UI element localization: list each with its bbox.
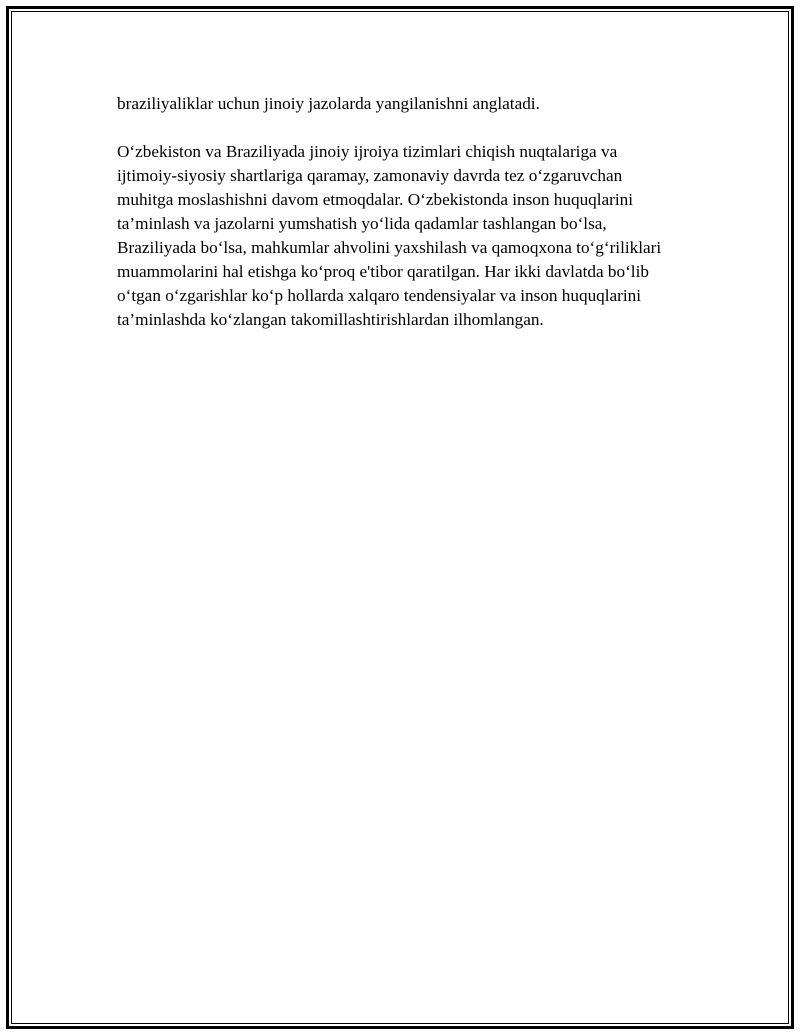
paragraph-continuation: braziliyaliklar uchun jinoiy jazolarda yangilanishni anglatadi. — [117, 94, 540, 113]
paragraph-comparison: O‘zbekiston va Braziliyada jinoiy ijroiya tizimlari chiqish nuqtalariga va ijtimoiy-siyosiy shartlariga qaramay, zamonaviy davrda tez o‘zgaruvchan muhitga moslashishni davom etmoqdalar. O‘zbekistonda inson huquqlarini ta’minlash va jazolarni yumshatish yo‘lida qadamlar tashlangan bo‘lsa, Braziliyada bo‘lsa, mahkumlar ahvolini yaxshilash va qamoqxona to‘g‘riliklari muammolarini hal etishga ko‘proq e'tibor qaratilgan. Har ikki davlatda bo‘lib o‘tgan o‘zgarishlar ko‘p hollarda xalqaro tendensiyalar va inson huquqlarini ta’minlashda ko‘zlangan takomillashtirishlardan ilhomlangan. — [117, 142, 662, 329]
document-body — [117, 92, 677, 332]
